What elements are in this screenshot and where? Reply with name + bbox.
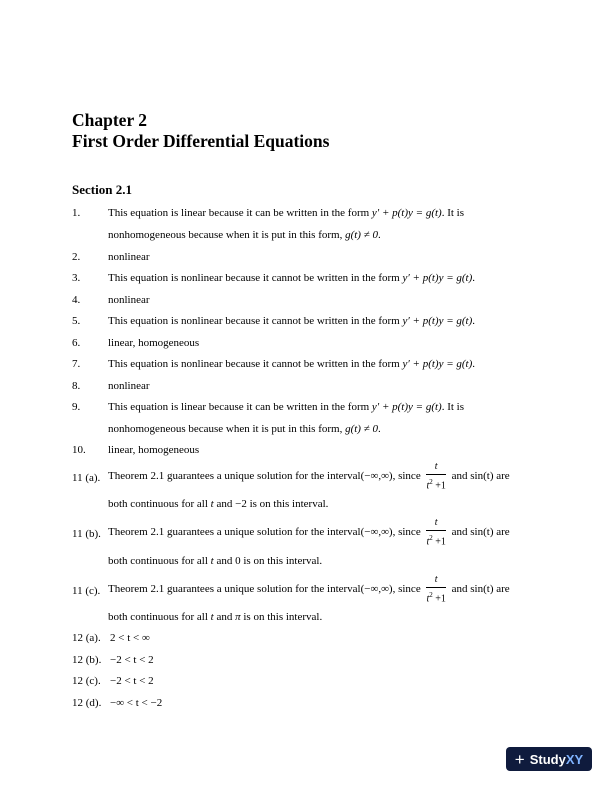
item-number: 5.: [72, 315, 81, 327]
item-text: This equation is nonlinear because it cannot be written in the form y′ + p(t)y = g(t).: [108, 315, 476, 327]
item-text: nonlinear: [108, 294, 150, 306]
item-number: 2.: [72, 251, 81, 263]
item-text-continued: both continuous for all t and π is on this interval.: [108, 611, 323, 623]
item-number: 4.: [72, 294, 81, 306]
item-number: 3.: [72, 272, 81, 284]
item-number: 12 (d).: [72, 697, 102, 709]
item-text: −∞ < t < −2: [110, 697, 163, 709]
chapter-title: First Order Differential Equations: [72, 131, 330, 151]
fraction: $\frac{t}{t^2 +1}$: [426, 517, 446, 548]
item-text: nonlinear: [108, 380, 150, 392]
item-text-continued: both continuous for all t and −2 is on this interval.: [108, 498, 329, 510]
item-text-continued: nonhomogeneous because when it is put in this form, g(t) ≠ 0.: [108, 229, 381, 241]
item-number: 12 (c).: [72, 675, 101, 687]
item-text: Theorem 2.1 guarantees a unique solution for the interval(−∞,∞), since $\frac{t}{t^2 +1}$ and sin(t) are: [108, 517, 510, 548]
item-number: 12 (a).: [72, 632, 101, 644]
item-number: 12 (b).: [72, 654, 102, 666]
item-text: nonlinear: [108, 251, 150, 263]
item-text: This equation is linear because it can be written in the form y′ + p(t)y = g(t). It is: [108, 207, 465, 219]
item-number: 11 (c).: [72, 585, 101, 597]
item-text: Theorem 2.1 guarantees a unique solution for the interval(−∞,∞), since $\frac{t}{t^2 +1}$ and sin(t) are: [108, 574, 510, 605]
item-text: −2 < t < 2: [110, 654, 154, 666]
fraction: $\frac{t}{t^2 +1}$: [426, 574, 446, 605]
item-number: 8.: [72, 380, 81, 392]
item-number: 7.: [72, 358, 81, 370]
item-number: 11 (b).: [72, 528, 101, 540]
chapter-heading: [72, 110, 329, 152]
item-text: This equation is linear because it can be written in the form y′ + p(t)y = g(t). It is: [108, 401, 465, 413]
section-heading: Section 2.1: [72, 182, 132, 197]
item-text: linear, homogeneous: [108, 444, 200, 456]
studyxy-logo: + Study XY: [506, 747, 592, 771]
fraction: $\frac{t}{t^2 +1}$: [426, 461, 446, 492]
item-text: linear, homogeneous: [108, 337, 200, 349]
item-number: 6.: [72, 337, 81, 349]
item-number: 10.: [72, 444, 86, 456]
item-text: −2 < t < 2: [110, 675, 154, 687]
chapter-number: Chapter 2: [72, 110, 148, 130]
plus-icon: +: [514, 749, 525, 769]
item-number: 9.: [72, 401, 81, 413]
item-text-continued: both continuous for all t and 0 is on this interval.: [108, 555, 323, 567]
item-text: This equation is nonlinear because it cannot be written in the form y′ + p(t)y = g(t).: [108, 358, 476, 370]
item-number: 11 (a).: [72, 472, 101, 484]
item-number: 1.: [72, 207, 81, 219]
item-text-continued: nonhomogeneous because when it is put in this form, g(t) ≠ 0.: [108, 423, 381, 435]
item-text: This equation is nonlinear because it cannot be written in the form y′ + p(t)y = g(t).: [108, 272, 476, 284]
item-text: 2 < t < ∞: [110, 632, 150, 644]
item-text: Theorem 2.1 guarantees a unique solution for the interval(−∞,∞), since $\frac{t}{t^2 +1}$ and sin(t) are: [108, 461, 510, 492]
